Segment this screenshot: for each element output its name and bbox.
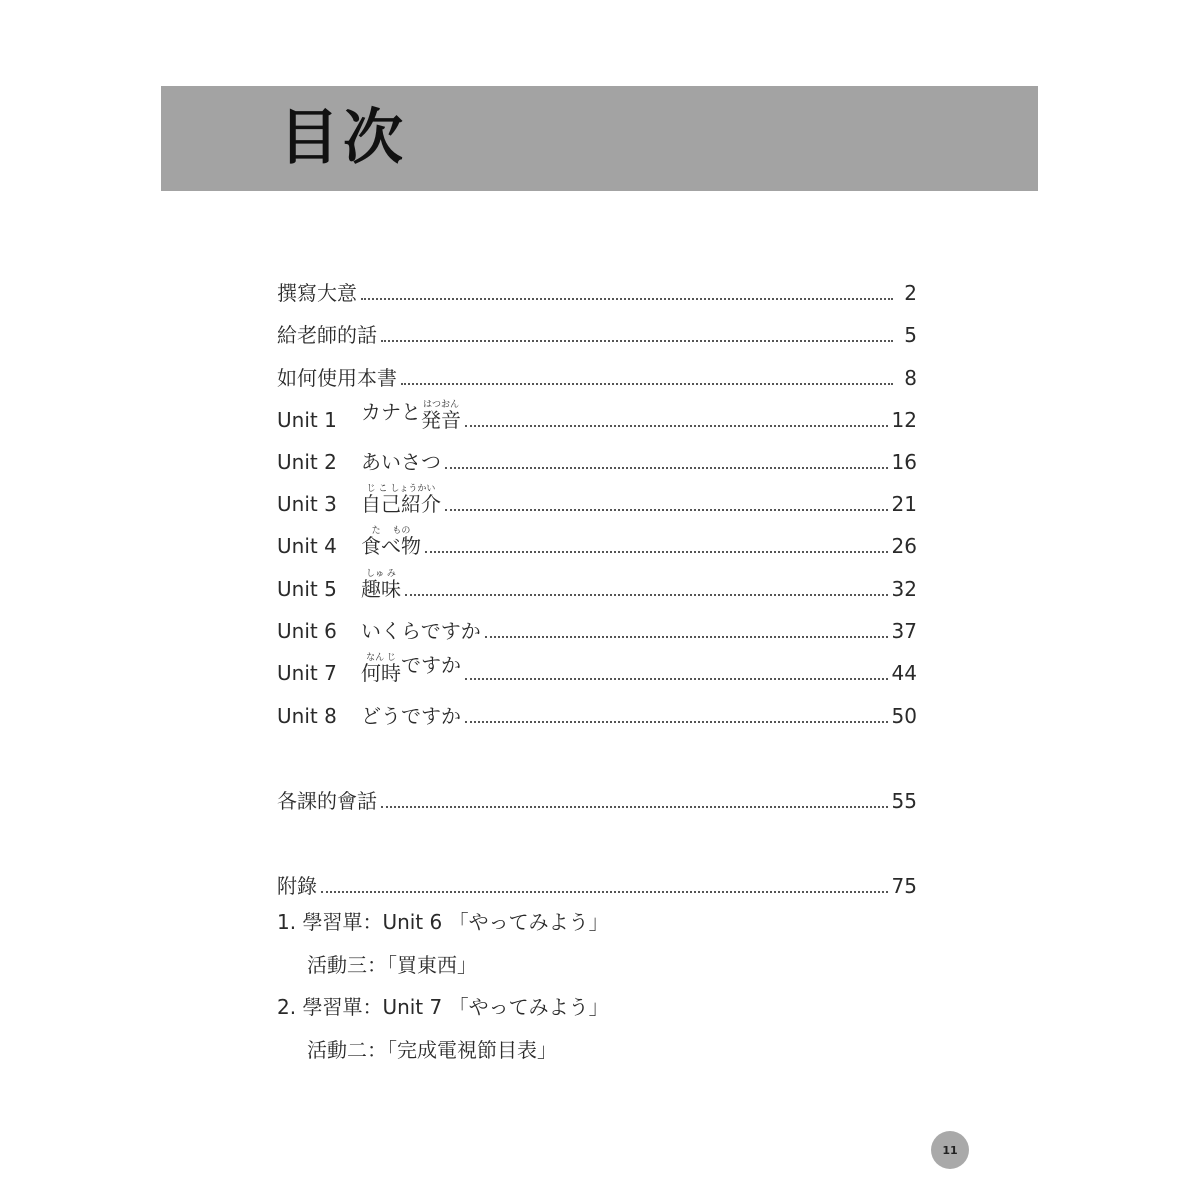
appendix-item-1[interactable]: 1. 學習單：Unit 6 「やってみよう」 (277, 910, 609, 934)
toc-entry[interactable] (277, 313, 917, 347)
toc-entry[interactable] (277, 271, 917, 305)
toc-entry-page: 55 (891, 789, 917, 813)
appendix-item-1-activity: 活動三：「買東西」 (307, 953, 477, 977)
dot-leader (445, 509, 888, 511)
toc-entry-page: 32 (891, 577, 917, 601)
dot-leader (485, 636, 888, 638)
toc-entry-page: 12 (891, 408, 917, 432)
dot-leader (465, 721, 888, 723)
page-number-badge: 11 (931, 1131, 969, 1169)
toc-entry-unit-7[interactable] (277, 651, 917, 685)
toc-entry-unit-4[interactable] (277, 524, 917, 558)
toc-entry-page: 50 (891, 704, 917, 728)
header-band (161, 86, 1038, 191)
dot-leader (361, 298, 893, 300)
furigana: しゅ み (366, 569, 396, 579)
furigana: はつおん (422, 400, 459, 410)
toc-entry-title: 附錄 (277, 874, 317, 898)
toc-entry-title: いくらですか (361, 619, 481, 643)
toc-entry-title: あいさつ (361, 450, 441, 474)
ruby-group: しゅ み 趣味 (361, 569, 401, 601)
unit-number: Unit 8 (277, 704, 337, 728)
toc-entry-page: 2 (904, 281, 917, 305)
toc-entry-title: 撰寫大意 (277, 281, 357, 305)
dot-leader (425, 551, 888, 553)
toc-entry-title: 各課的會話 (277, 789, 377, 813)
ruby-group: なん じ 何時 (361, 653, 401, 685)
toc-entry-page: 26 (891, 534, 917, 558)
toc-entry-unit-3[interactable] (277, 482, 917, 516)
toc-entry-unit-2[interactable] (277, 440, 917, 474)
toc-entry-page: 5 (904, 323, 917, 347)
appendix-item-2[interactable]: 2. 學習單：Unit 7 「やってみよう」 (277, 995, 609, 1019)
ruby-group: じ こ しょうかい 自己紹介 (361, 484, 441, 516)
toc-entry-unit-6[interactable] (277, 609, 917, 643)
furigana: なん じ (366, 653, 396, 663)
dot-leader (465, 425, 888, 427)
toc-entry-title (361, 484, 441, 516)
furigana: た もの (371, 526, 411, 536)
dot-leader (381, 806, 888, 808)
dot-leader (445, 467, 888, 469)
toc-entry-title: カナと はつおん 発音 (361, 400, 461, 432)
toc-entry-title: 如何使用本書 (277, 366, 397, 390)
toc-entry-unit-1[interactable] (277, 398, 917, 432)
toc-entry-appendix[interactable] (277, 864, 917, 898)
ruby-group: はつおん 発音 (421, 400, 461, 432)
unit-number: Unit 4 (277, 534, 337, 558)
toc-entry-title: 給老師的話 (277, 323, 377, 347)
toc-entry-unit-5[interactable] (277, 567, 917, 601)
page-title: 目次 (279, 103, 407, 173)
unit-number: Unit 1 (277, 408, 337, 432)
toc-entry-page: 75 (891, 874, 917, 898)
toc-entry-title (361, 569, 401, 601)
toc-entry-title: どうですか (361, 704, 461, 728)
appendix-item-2-activity: 活動二：「完成電視節目表」 (307, 1038, 557, 1062)
unit-number: Unit 3 (277, 492, 337, 516)
toc-entry[interactable] (277, 779, 917, 813)
toc-entry[interactable] (277, 356, 917, 390)
dot-leader (405, 594, 888, 596)
toc-entry-unit-8[interactable] (277, 694, 917, 728)
unit-number: Unit 5 (277, 577, 337, 601)
toc-entry-page: 44 (891, 661, 917, 685)
toc-entry-page: 8 (904, 366, 917, 390)
toc-entry-title: なん じ 何時 ですか (361, 653, 461, 685)
dot-leader (401, 383, 893, 385)
toc-entry-title (361, 526, 421, 558)
unit-number: Unit 7 (277, 661, 337, 685)
dot-leader (321, 891, 888, 893)
unit-number: Unit 2 (277, 450, 337, 474)
toc-entry-page: 37 (891, 619, 917, 643)
dot-leader (381, 340, 893, 342)
furigana: じ こ しょうかい (366, 484, 436, 494)
unit-number: Unit 6 (277, 619, 337, 643)
toc-entry-page: 16 (891, 450, 917, 474)
toc-entry-page: 21 (891, 492, 917, 516)
dot-leader (465, 678, 888, 680)
ruby-group: た もの 食べ物 (361, 526, 421, 558)
